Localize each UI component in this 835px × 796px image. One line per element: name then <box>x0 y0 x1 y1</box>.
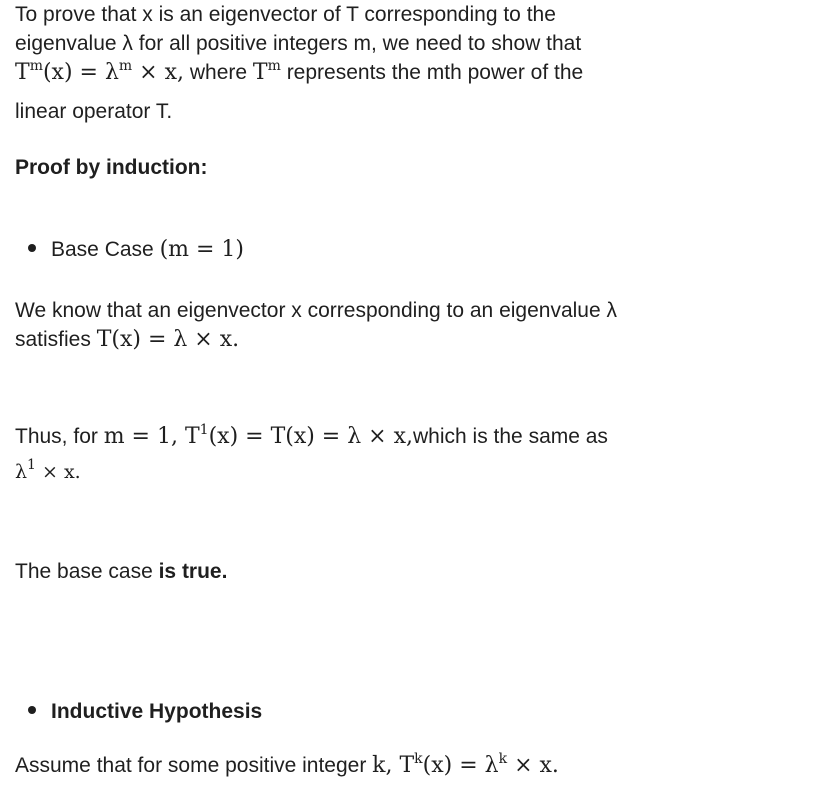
math-sup: 1 <box>199 422 209 438</box>
math-expr: (x) = λ <box>422 753 499 778</box>
math-sup: k <box>414 751 423 767</box>
intro-line-4: linear operator T. <box>15 100 173 123</box>
math-expr: (x) = λ <box>42 60 119 85</box>
math-expr: T(x) = λ × x. <box>96 327 240 352</box>
inductive-paragraph <box>15 751 815 783</box>
base-case-bullet <box>28 235 244 264</box>
math-expr: × x. <box>507 753 559 778</box>
math-expr: k, T <box>372 753 415 778</box>
math-sup: k <box>498 751 508 767</box>
math-sup: 1 <box>27 457 36 473</box>
text: The base case <box>15 560 159 583</box>
math-lambda: λ <box>15 461 28 483</box>
base-case-p2-line-2 <box>15 457 815 489</box>
math-expr: × x, <box>132 60 185 85</box>
inductive-bullet <box>28 697 262 726</box>
math-expr: × x. <box>35 461 81 483</box>
base-case-math: (m = 1) <box>159 237 245 262</box>
intro-line-3 <box>15 58 815 90</box>
inductive-label: Inductive Hypothesis <box>51 700 263 723</box>
base-case-p2-line-1 <box>15 422 815 454</box>
bold-text: is true. <box>158 560 228 583</box>
proof-heading: Proof by induction: <box>15 156 208 179</box>
intro-text: where <box>184 61 253 84</box>
base-case-paragraph-3 <box>15 557 815 586</box>
intro-line-1: To prove that x is an eigenvector of T corresponding to the <box>15 3 556 26</box>
math-sup-m: m <box>118 58 133 74</box>
math-expr: (x) = T(x) = λ × x, <box>208 424 414 449</box>
intro-text: represents the mth power of the <box>280 61 584 84</box>
text: Assume that for some positive integer <box>15 754 373 777</box>
math-t: T <box>252 60 268 85</box>
bullet-dot-icon <box>28 244 36 252</box>
text: satisfies <box>15 328 97 351</box>
bullet-dot-icon <box>28 706 36 714</box>
text: Thus, for <box>15 425 104 448</box>
base-case-paragraph-2 <box>15 422 815 489</box>
base-case-p1-line-1: We know that an eigenvector x corresponding to an eigenvalue λ <box>15 299 617 322</box>
math-expr: m = 1, T <box>103 424 200 449</box>
math-sup-m: m <box>29 58 43 74</box>
base-case-paragraph-1 <box>15 296 815 354</box>
intro-line-2: eigenvalue λ for all positive integers m, we need to show that <box>15 32 582 55</box>
intro-paragraph <box>15 0 815 126</box>
math-sup-m: m <box>267 58 281 74</box>
text: which is the same as <box>413 425 608 448</box>
base-case-label: Base Case <box>51 238 160 261</box>
math-t: T <box>15 60 30 85</box>
base-case-p1-line-2 <box>15 325 815 354</box>
